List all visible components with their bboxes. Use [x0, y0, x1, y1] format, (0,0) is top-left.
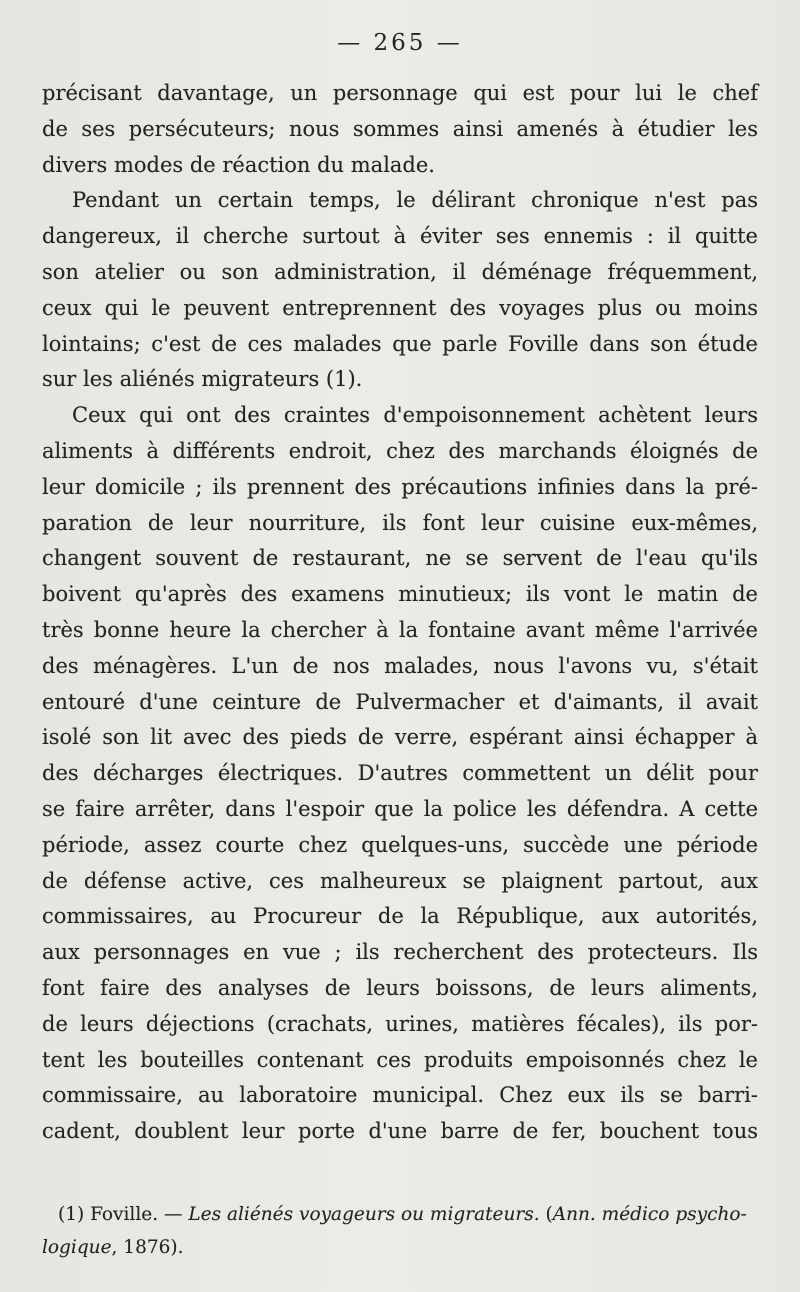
paragraph: [42, 183, 758, 398]
text-line: tent les bouteilles contenant ces produits empoisonnés chez le: [42, 1047, 758, 1072]
footnote-text-segment: (: [539, 1204, 553, 1225]
text-line: des ménagères. L'un de nos malades, nous l'avons vu, s'était: [42, 653, 758, 678]
text-line: commissaire, au laboratoire municipal. Chez eux ils se barri-: [42, 1083, 758, 1108]
text-line: période, assez courte chez quelques-uns, succède une période: [42, 832, 758, 857]
footnote-line: [42, 1198, 752, 1231]
text-line: font faire des analyses de leurs boissons, de leurs aliments,: [42, 975, 758, 1000]
text-line: Ceux qui ont des craintes d'empoisonnement achètent leurs: [72, 403, 758, 428]
text-line: isolé son lit avec des pieds de verre, espérant ainsi échapper à: [42, 725, 758, 750]
text-line: aliments à différents endroit, chez des marchands éloignés de: [42, 438, 758, 463]
paragraph: [42, 398, 758, 1150]
text-line: paration de leur nourriture, ils font leur cuisine eux-mêmes,: [42, 510, 758, 535]
text-line: de leurs déjections (crachats, urines, matières fécales), ils por-: [42, 1011, 758, 1036]
text-line: très bonne heure la chercher à la fontaine avant même l'arrivée: [42, 617, 758, 642]
footnote-text-segment: (1) Foville. —: [58, 1204, 189, 1225]
footnote-text-segment: Les aliénés voyageurs ou migrateurs.: [188, 1204, 540, 1225]
page-number: — 265 —: [337, 30, 463, 56]
text-line: de défense active, ces malheureux se plaignent partout, aux: [42, 868, 758, 893]
text-line: commissaires, au Procureur de la République, aux autorités,: [42, 904, 758, 929]
text-line: sur les aliénés migrateurs (1).: [42, 367, 363, 392]
footnote-text-segment: , 1876).: [111, 1237, 184, 1258]
text-line: de ses persécuteurs; nous sommes ainsi amenés à étudier les: [42, 116, 758, 141]
text-line: des décharges électriques. D'autres commettent un délit pour: [42, 761, 758, 786]
footnote-text-segment: logique: [42, 1237, 112, 1258]
text-line: cadent, doublent leur porte d'une barre de fer, bouchent tous: [42, 1119, 758, 1144]
text-line: aux personnages en vue ; ils recherchent des protecteurs. Ils: [42, 940, 758, 965]
text-line: Pendant un certain temps, le délirant chronique n'est pas: [72, 188, 758, 213]
text-line: boivent qu'après des examens minutieux; ils vont le matin de: [42, 582, 758, 607]
text-line: changent souvent de restaurant, ne se servent de l'eau qu'ils: [42, 546, 758, 571]
footnote-line: [42, 1231, 752, 1264]
text-line: leur domicile ; ils prennent des précautions infinies dans la pré-: [42, 474, 758, 499]
text-line: son atelier ou son administration, il déménage fréquemment,: [42, 259, 758, 284]
text-line: dangereux, il cherche surtout à éviter ses ennemis : il quitte: [42, 224, 758, 249]
footnote-text-segment: Ann. médico psycho-: [552, 1204, 747, 1225]
text-line: ceux qui le peuvent entreprennent des voyages plus ou moins: [42, 295, 758, 320]
text-line: précisant davantage, un personnage qui est pour lui le chef: [42, 81, 758, 105]
page-body: [42, 76, 758, 1150]
text-line: se faire arrêter, dans l'espoir que la police les défendra. A cette: [42, 796, 758, 821]
text-line: divers modes de réaction du malade.: [42, 152, 435, 177]
paragraph: [42, 76, 758, 183]
footnote: [42, 1198, 752, 1264]
text-line: entouré d'une ceinture de Pulvermacher et d'aimants, il avait: [42, 689, 758, 714]
text-line: lointains; c'est de ces malades que parle Foville dans son étude: [42, 331, 758, 356]
